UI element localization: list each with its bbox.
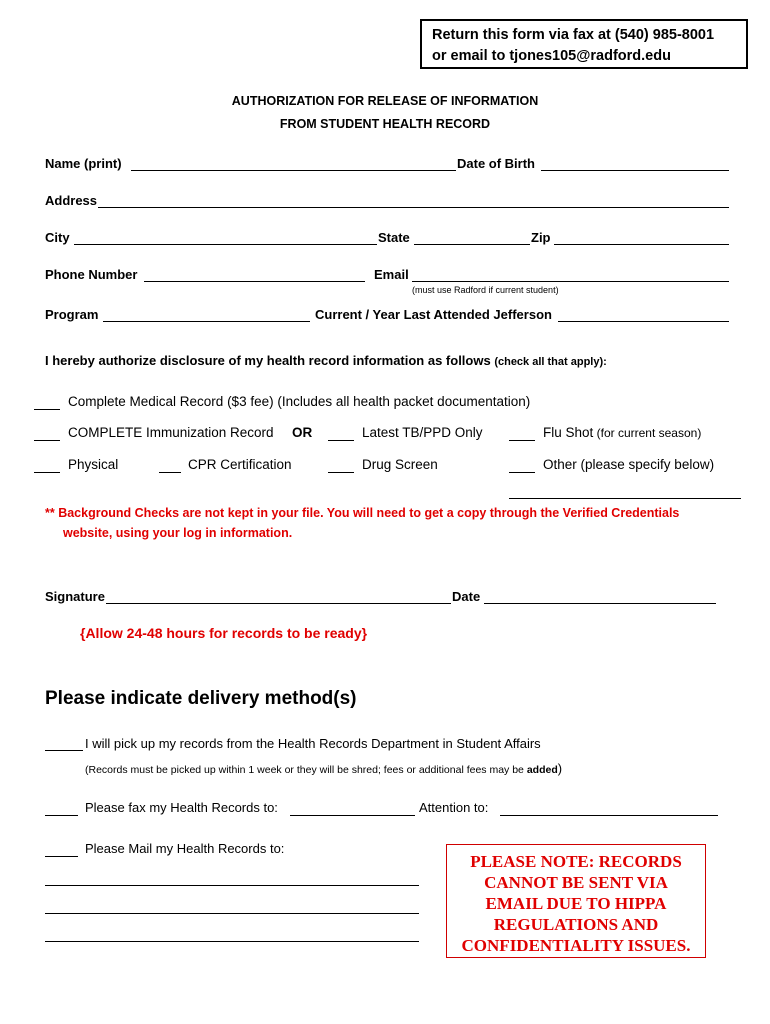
checkbox-flu-shot[interactable] [509,440,535,441]
allow-note: {Allow 24-48 hours for records to be ready} [80,625,368,641]
checkbox-pickup[interactable] [45,750,83,751]
contact-fax: Return this form via fax at (540) 985-8001 [432,27,715,43]
checkbox-physical[interactable] [34,472,60,473]
email-note: (must use Radford if current student) [412,285,559,295]
attention-field[interactable] [500,815,718,816]
authorize-note: (check all that apply): [494,356,607,368]
checkbox-cpr[interactable] [159,472,181,473]
pickup-note-text: (Records must be picked up within 1 week or they will be shred; fees or additional fees may be [85,764,527,776]
please-note-line1: PLEASE NOTE: RECORDS [470,852,682,871]
please-note-box [446,844,706,958]
delivery-fax: Please fax my Health Records to: [85,800,278,815]
please-note-line5: CONFIDENTIALITY ISSUES. [461,936,691,955]
background-note-line1: ** Background Checks are not kept in your file. You will need to get a copy through the Verified Credentials [45,506,680,520]
pickup-note-bold: added [526,764,558,776]
checkbox-latest-tb[interactable] [328,440,354,441]
pickup-note [85,761,562,776]
phone-label: Phone Number [45,267,138,282]
option-flu-shot [543,425,701,440]
name-label: Name (print) [45,156,122,171]
option-cpr: CPR Certification [188,457,292,472]
please-note-line3: EMAIL DUE TO HIPPA [485,894,667,913]
checkbox-fax[interactable] [45,815,78,816]
signature-date-label: Date [452,589,481,604]
phone-field[interactable] [144,281,365,282]
option-other: Other (please specify below) [543,457,715,472]
state-label: State [378,230,410,245]
dob-field[interactable] [541,170,729,171]
signature-date-field[interactable] [484,603,716,604]
option-latest-tb: Latest TB/PPD Only [362,425,483,440]
pickup-note-end: ) [557,761,563,776]
please-note-line2: CANNOT BE SENT VIA [484,873,668,892]
delivery-heading: Please indicate delivery method(s) [45,688,357,709]
address-label: Address [45,193,98,208]
delivery-mail: Please Mail my Health Records to: [85,841,285,856]
program-label: Program [45,307,99,322]
email-field[interactable] [412,281,729,282]
contact-email: or email to tjones105@radford.edu [432,48,671,64]
signature-label: Signature [45,589,105,604]
city-field[interactable] [74,244,377,245]
checkbox-other[interactable] [509,472,535,473]
zip-label: Zip [531,230,551,245]
program-field[interactable] [103,321,310,322]
option-physical: Physical [68,457,119,472]
authorize-statement [45,353,607,368]
please-note-line4: REGULATIONS AND [493,915,659,934]
checkbox-complete-medical[interactable] [34,409,60,410]
city-label: City [45,230,70,245]
name-field[interactable] [131,170,456,171]
email-label: Email [374,267,409,282]
mail-address-line2[interactable] [45,913,419,914]
option-or: OR [292,425,313,440]
checkbox-mail[interactable] [45,856,78,857]
background-note-line2: website, using your log in information. [63,526,293,540]
checkbox-drug-screen[interactable] [328,472,354,473]
signature-field[interactable] [106,603,451,604]
delivery-pickup: I will pick up my records from the Health Records Department in Student Affairs [85,736,541,751]
mail-address-line1[interactable] [45,885,419,886]
address-field[interactable] [98,207,729,208]
option-drug-screen: Drug Screen [362,457,438,472]
flu-shot-label: Flu Shot [543,425,594,440]
contact-box [420,19,748,69]
current-year-field[interactable] [558,321,729,322]
current-year-label: Current / Year Last Attended Jefferson [315,307,552,322]
other-specify-field[interactable] [509,498,741,499]
option-complete-immunization: COMPLETE Immunization Record [68,425,274,440]
fax-number-field[interactable] [290,815,415,816]
mail-address-line3[interactable] [45,941,419,942]
state-field[interactable] [414,244,530,245]
zip-field[interactable] [554,244,729,245]
flu-shot-note: (for current season) [593,426,702,440]
dob-label: Date of Birth [457,156,535,171]
form-title-line2: FROM STUDENT HEALTH RECORD [279,117,491,131]
form-title-line1: AUTHORIZATION FOR RELEASE OF INFORMATION [231,94,539,108]
checkbox-complete-immunization[interactable] [34,440,60,441]
attention-label: Attention to: [419,800,489,815]
authorize-text: I hereby authorize disclosure of my health record information as follows [45,353,495,368]
option-complete-medical: Complete Medical Record ($3 fee) (Includes all health packet documentation) [68,394,531,409]
